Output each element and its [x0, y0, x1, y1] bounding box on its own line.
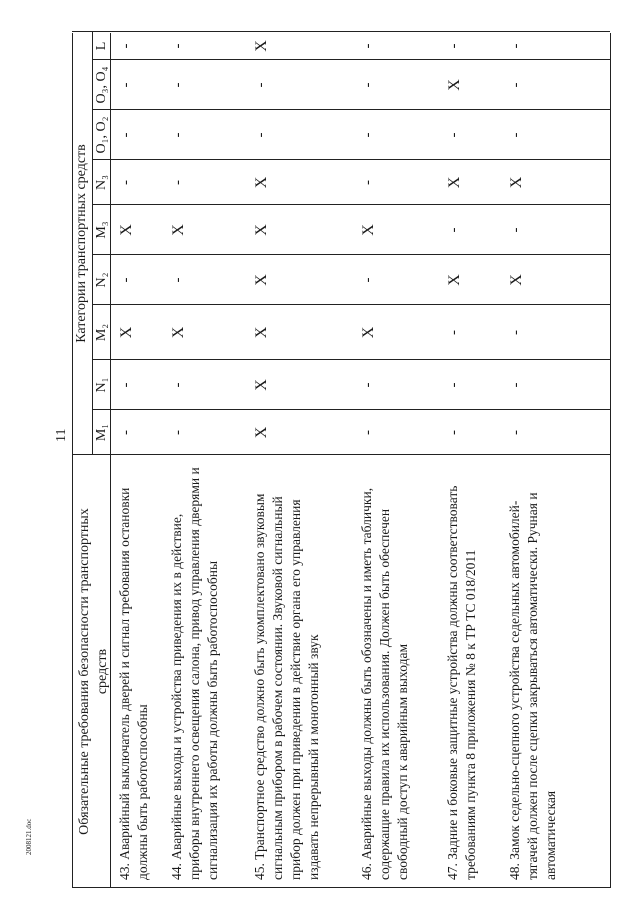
category-mark: X — [253, 326, 270, 339]
table-rule — [72, 31, 610, 32]
category-column-header: M₂ — [94, 323, 109, 342]
requirements-table — [72, 33, 610, 888]
category-mark: - — [446, 227, 462, 233]
category-mark: - — [118, 382, 134, 388]
category-mark: - — [508, 430, 524, 435]
category-mark: - — [360, 382, 376, 388]
category-mark: - — [118, 132, 134, 138]
category-column-header: N₂ — [94, 272, 109, 288]
category-column-header: O₁, O₂ — [94, 116, 109, 154]
table-rule — [92, 304, 610, 305]
category-mark: - — [170, 82, 186, 88]
category-mark: - — [508, 227, 524, 233]
category-mark: - — [170, 180, 186, 185]
category-column-header: N₃ — [94, 175, 109, 190]
category-mark: X — [446, 79, 463, 91]
category-mark: - — [508, 43, 524, 49]
category-mark: X — [446, 176, 463, 189]
category-mark: - — [360, 180, 376, 185]
header-categories: Категории транспортных средств — [74, 144, 89, 343]
category-mark: - — [253, 82, 269, 88]
category-mark: X — [508, 274, 525, 286]
requirement-text: 45. Транспортное средство должно быть укомплектовано звуковым сигнальным прибором в рабочем состоянии. Звуковой сигнальный прибор должен при приведении в действие органа его управления издавать непрерывный и монотонный звук — [252, 493, 321, 880]
category-mark: - — [118, 430, 134, 435]
category-mark: - — [118, 82, 134, 88]
category-mark: X — [446, 274, 463, 286]
category-mark: - — [170, 132, 186, 138]
table-rule — [92, 254, 610, 255]
header-requirements: Обязательные требования безопасности транспортных средств — [77, 508, 110, 835]
page-number: 11 — [54, 428, 69, 442]
table-rule — [92, 32, 93, 455]
category-mark: - — [446, 132, 462, 138]
requirement-text: 48. Замок седельно-сцепного устройства седельных автомобилей-тягачей должен после сцепки закрываться автоматически. Ручная и автоматическая — [507, 492, 558, 880]
category-mark: X — [253, 176, 270, 189]
category-mark: - — [170, 382, 186, 388]
category-mark: X — [360, 224, 377, 236]
category-mark: - — [508, 132, 524, 138]
category-mark: X — [253, 224, 270, 236]
category-mark: - — [360, 277, 376, 283]
table-rule — [92, 204, 610, 205]
table-rule — [92, 359, 610, 360]
footer-file-code: 2008121.doc — [25, 818, 33, 855]
category-mark: X — [253, 379, 270, 391]
category-mark: - — [446, 330, 462, 335]
category-mark: - — [446, 382, 462, 388]
category-mark: X — [118, 326, 135, 339]
category-column-header: L — [94, 41, 109, 51]
table-rule — [92, 409, 610, 410]
category-mark: - — [360, 43, 376, 49]
category-mark: - — [360, 430, 376, 435]
category-mark: - — [446, 43, 462, 49]
category-mark: - — [360, 82, 376, 88]
table-rule — [72, 33, 73, 888]
category-mark: X — [170, 326, 187, 339]
category-mark: - — [118, 277, 134, 283]
category-mark: X — [118, 224, 135, 236]
category-mark: - — [170, 277, 186, 283]
requirement-text: 46. Аварийные выходы должны быть обозначены и иметь таблички, содержащие правила их использования. Должен быть обеспечен свободный доступ к аварийным выходам — [359, 487, 410, 880]
category-column-header: M₃ — [94, 221, 109, 239]
category-mark: - — [253, 132, 269, 138]
requirement-text: 43. Аварийный выключатель дверей и сигнал требования остановки должны быть работоспособны — [117, 487, 150, 880]
table-rule — [92, 159, 610, 160]
category-mark: - — [118, 180, 134, 185]
category-mark: - — [508, 82, 524, 88]
category-mark: X — [253, 426, 270, 439]
category-column-header: N₁ — [94, 377, 109, 393]
category-mark: X — [253, 274, 270, 286]
category-mark: - — [360, 132, 376, 138]
table-rule — [92, 109, 610, 110]
category-mark: X — [170, 224, 187, 236]
category-column-header: M₁ — [94, 423, 109, 442]
category-mark: - — [170, 430, 186, 435]
requirement-text: 44. Аварийные выходы и устройства приведения их в действие, приборы внутреннего освещения салона, привод управления дверями и сигнализация их работы должны быть работоспособны — [169, 467, 220, 880]
category-mark: - — [170, 43, 186, 49]
category-mark: X — [360, 326, 377, 339]
category-mark: - — [508, 382, 524, 388]
category-mark: X — [253, 40, 270, 52]
category-mark: X — [508, 176, 525, 189]
category-mark: - — [118, 43, 134, 49]
category-column-header: O₃, O₄ — [94, 66, 109, 104]
category-mark: - — [446, 430, 462, 435]
requirement-text: 47. Задние и боковые защитные устройства должны соответствовать требованиям пункта 8 приложения № 8 к ТР ТС 018/2011 — [445, 485, 478, 880]
category-mark: - — [508, 330, 524, 335]
